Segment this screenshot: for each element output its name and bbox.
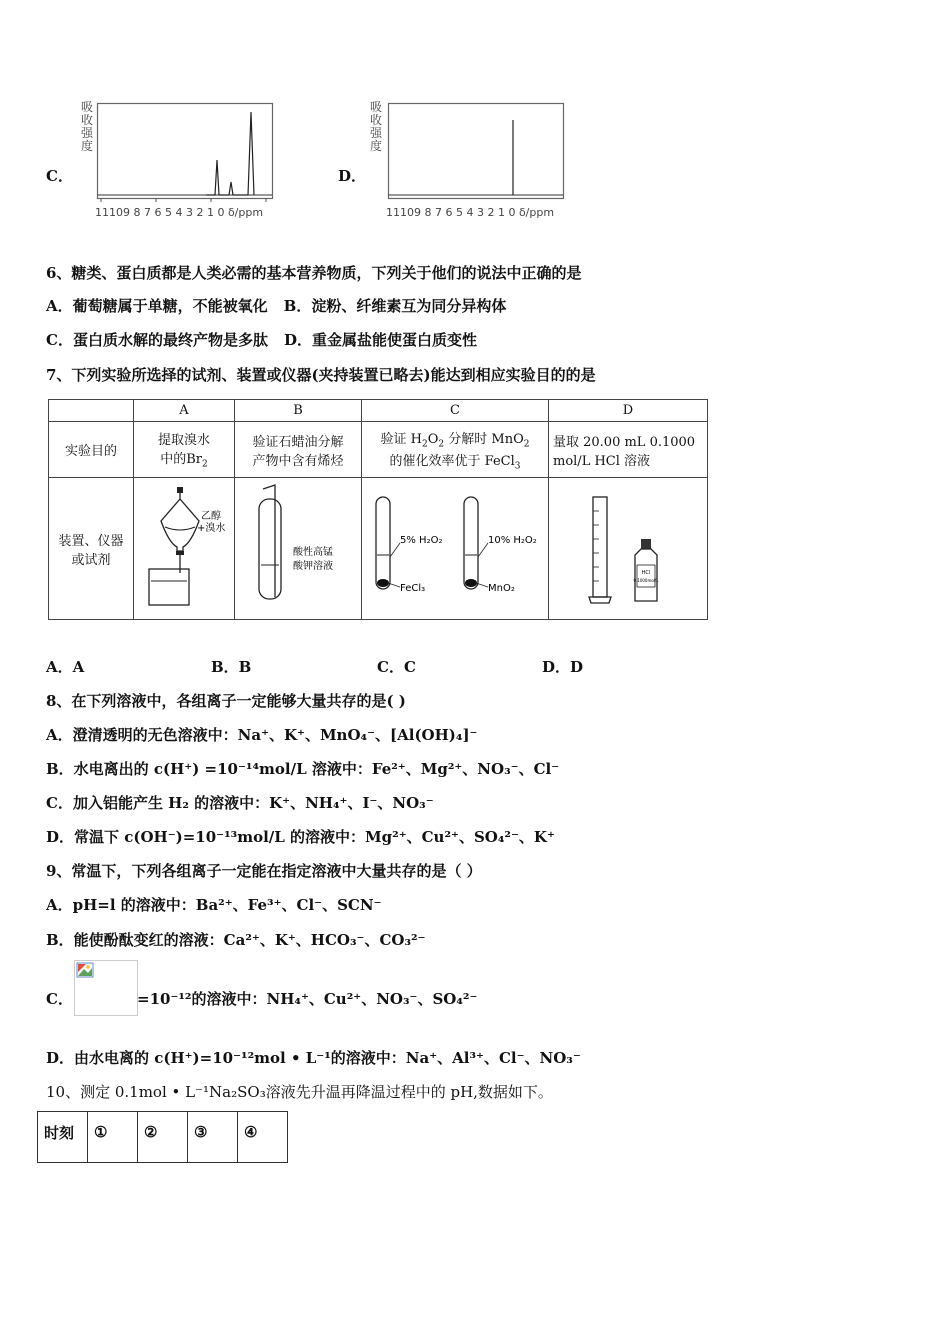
q6-option-a[interactable]: A．葡萄糖属于单糖，不能被氧化 [46,297,268,315]
q7-purpose-b: 验证石蜡油分解 产物中含有烯烃 [235,422,362,478]
q7-header-d: D [549,400,708,422]
q8-option-a[interactable]: A．澄清透明的无色溶液中：Na⁺、K⁺、MnO₄⁻、[Al(OH)₄]⁻ [46,726,478,744]
q7-header-b: B [235,400,362,422]
q7-purpose-d: 量取 20.00 mL 0.1000 mol/L HCl 溶液 [549,422,708,478]
q7-apparatus-c [362,478,549,620]
svg-text:MnO₂: MnO₂ [488,582,515,594]
spectrum-c-peaks [206,112,254,195]
spectrum-c-plot [96,102,276,202]
q7-option-c[interactable]: C．C [377,658,416,676]
q9-option-b[interactable]: B．能使酚酞变红的溶液：Ca²⁺、K⁺、HCO₃⁻、CO₃²⁻ [46,931,426,949]
svg-text:乙醇: 乙醇 [201,510,221,522]
q7-experiment-table [48,399,708,620]
q7-option-a[interactable]: A．A [46,658,85,676]
test-tube-gas-icon [239,481,357,613]
burette-and-bottle-icon [553,481,703,613]
q9-option-d[interactable]: D．由水电离的 c(H⁺)=10⁻¹²mol • L⁻¹的溶液中：Na⁺、Al³⁺、Cl⁻、NO₃⁻ [46,1049,581,1067]
spectrum-d-label: D． [338,167,367,185]
svg-text:0.1000mol/L: 0.1000mol/L [633,577,659,583]
svg-text:酸性高锰: 酸性高锰 [293,546,333,558]
q9-option-a[interactable]: A．pH=l 的溶液中：Ba²⁺、Fe³⁺、Cl⁻、SCN⁻ [46,896,382,914]
q8-option-d[interactable]: D．常温下 c(OH⁻)=10⁻¹³mol/L 的溶液中：Mg²⁺、Cu²⁺、SO₄²⁻、K⁺ [46,828,555,846]
q7-option-d[interactable]: D．D [542,658,584,676]
q7-row-purpose-label: 实验目的 [49,422,134,478]
two-test-tubes-icon [366,481,544,613]
q7-options [46,656,583,677]
q7-purpose-c: 验证 $H_2O_2$ 分解时 MnO$_2$ 的催化效率优于 FeCl$_3$ [362,422,549,478]
q6-option-b[interactable]: B．淀粉、纤维素互为同分异构体 [283,297,507,315]
q10-header-time: 时刻 [38,1112,88,1163]
q7-stem: 7、下列实验所选择的试剂、装置或仪器(夹持装置已略去)能达到相应实验目的的是 [46,366,596,384]
svg-text:HCl: HCl [641,569,651,576]
broken-image-icon [74,960,138,1016]
q9-option-c-text: =10⁻¹²的溶液中：NH₄⁺、Cu²⁺、NO₃⁻、SO₄²⁻ [137,990,478,1008]
q7-purpose-a: 提取溴水 中的$Br_2$ [134,422,235,478]
q7-apparatus-b [235,478,362,620]
spectrum-c-label: C． [46,167,73,185]
q7-header-a: A [134,400,235,422]
q9-option-c-label: C． [46,990,73,1008]
q7-apparatus-d [549,478,708,620]
q7-apparatus-a [134,478,235,620]
spectrum-d-ylabel: 吸 收 强 度 [369,100,382,153]
spectrum-d-plot [387,102,567,202]
q8-option-c[interactable]: C．加入铝能产生 H₂ 的溶液中：K⁺、NH₄⁺、I⁻、NO₃⁻ [46,794,434,812]
q10-header-2: ② [138,1112,188,1163]
svg-text:+溴水: +溴水 [197,522,226,534]
svg-text:酸钾溶液: 酸钾溶液 [293,560,333,572]
q7-header-c: C [362,400,549,422]
q7-option-b[interactable]: B．B [211,658,252,676]
q10-header-4: ④ [238,1112,288,1163]
q10-header-3: ③ [188,1112,238,1163]
separatory-funnel-icon [139,481,229,613]
q6-options-ab [46,295,506,316]
svg-text:10% H₂O₂: 10% H₂O₂ [488,534,537,546]
spectrum-c-xaxis: 11109 8 7 6 5 4 3 2 1 0 δ/ppm [95,206,264,219]
q6-option-c[interactable]: C．蛋白质水解的最终产物是多肽 [46,331,268,349]
q8-stem: 8、在下列溶液中，各组离子一定能够大量共存的是( ) [46,692,406,710]
svg-text:FeCl₃: FeCl₃ [400,582,426,594]
q7-row-apparatus-label: 装置、仪器或试剂 [49,478,134,620]
spectrum-d-xaxis: 11109 8 7 6 5 4 3 2 1 0 δ/ppm [386,206,555,219]
q6-stem: 6、糖类、蛋白质都是人类必需的基本营养物质，下列关于他们的说法中正确的是 [46,264,582,282]
q10-data-table [37,1111,288,1163]
q9-stem: 9、常温下，下列各组离子一定能在指定溶液中大量共存的是（ ） [46,862,482,880]
q6-option-d[interactable]: D．重金属盐能使蛋白质变性 [283,331,477,349]
q10-header-1: ① [88,1112,138,1163]
spectrum-c-ylabel: 吸 收 强 度 [80,100,93,153]
q10-stem: 10、测定 0.1mol • L⁻¹Na₂SO₃溶液先升温再降温过程中的 pH,数据如下。 [46,1083,553,1101]
q8-option-b[interactable]: B．水电离出的 c(H⁺) =10⁻¹⁴mol/L 溶液中：Fe²⁺、Mg²⁺、NO₃⁻、Cl⁻ [46,760,560,778]
svg-text:5% H₂O₂: 5% H₂O₂ [400,534,443,546]
q6-options-cd [46,329,477,350]
q9-option-c[interactable] [46,988,73,1009]
